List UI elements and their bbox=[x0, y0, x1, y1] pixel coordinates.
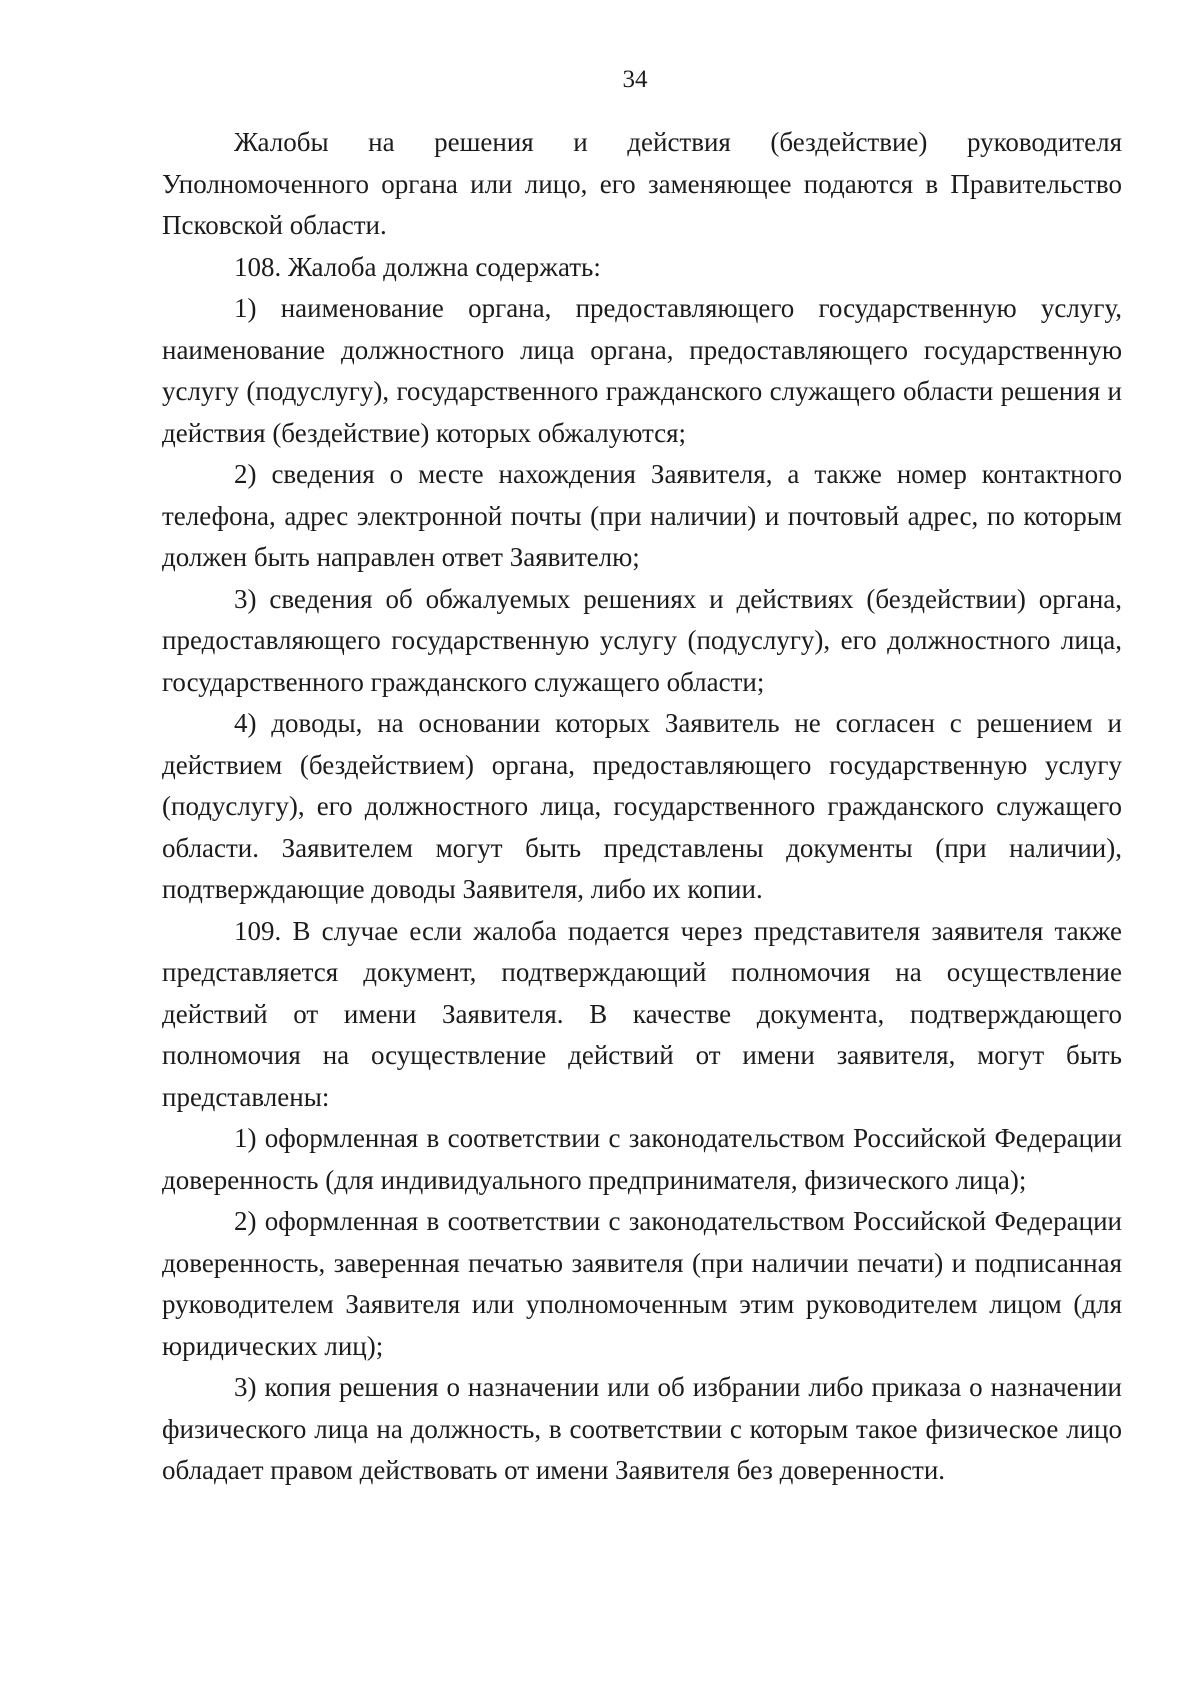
paragraph-108-item-4: 4) доводы, на основании которых Заявитель не согласен с решением и действием (бездействием) органа, предоставляющего государственную услугу (подуслугу), его должностного лица, государственного гражданского служащего области. Заявителем могут быть представлены документы (при наличии), подтверждающие доводы Заявителя, либо их копии. bbox=[162, 708, 1122, 904]
paragraph-108-heading: 108. Жалоба должна содержать: bbox=[234, 251, 601, 282]
paragraph-108-item-1: 1) наименование органа, предоставляющего государственную услугу, наименование должностного лица органа, предоставляющего государственную услугу (подуслугу), государственного гражданского служащего области решения и действия (бездействие) которых обжалуются; bbox=[162, 293, 1122, 448]
paragraph-108-item-2: 2) сведения о месте нахождения Заявителя, а также номер контактного телефона, адрес электронной почты (при наличии) и почтовый адрес, по которым должен быть направлен ответ Заявителю; bbox=[162, 459, 1122, 572]
paragraph-complaint-against-head: Жалобы на решения и действия (бездействие) руководителя Уполномоченного органа или лицо, его заменяющее подаются в Правительство Псковской области. bbox=[162, 127, 1122, 240]
paragraph-109-heading: 109. В случае если жалоба подается через представителя заявителя также представляется документ, подтверждающий полномочия на осуществление действий от имени Заявителя. В качестве документа, подтверждающего полномочия на осуществление действий от имени заявителя, могут быть представлены: bbox=[162, 915, 1122, 1112]
paragraph-109-item-1: 1) оформленная в соответствии с законодательством Российской Федерации доверенность (для индивидуального предпринимателя, физического лица); bbox=[162, 1123, 1122, 1195]
document-body bbox=[162, 122, 1122, 1492]
paragraph-108-item-3: 3) сведения об обжалуемых решениях и действиях (бездействии) органа, предоставляющего государственную услугу (подуслугу), его должностного лица, государственного гражданского служащего области; bbox=[162, 583, 1122, 697]
paragraph-109-item-2: 2) оформленная в соответствии с законодательством Российской Федерации доверенность, заверенная печатью заявителя (при наличии печати) и подписанная руководителем Заявителя или уполномоченным этим руководителем лицом (для юридических лиц); bbox=[162, 1206, 1122, 1361]
paragraph-109-item-3: 3) копия решения о назначении или об избрании либо приказа о назначении физического лица на должность, в соответствии с которым такое физическое лицо обладает правом действовать от имени Заявителя без доверенности. bbox=[162, 1372, 1122, 1485]
page-number: 34 bbox=[622, 66, 648, 93]
